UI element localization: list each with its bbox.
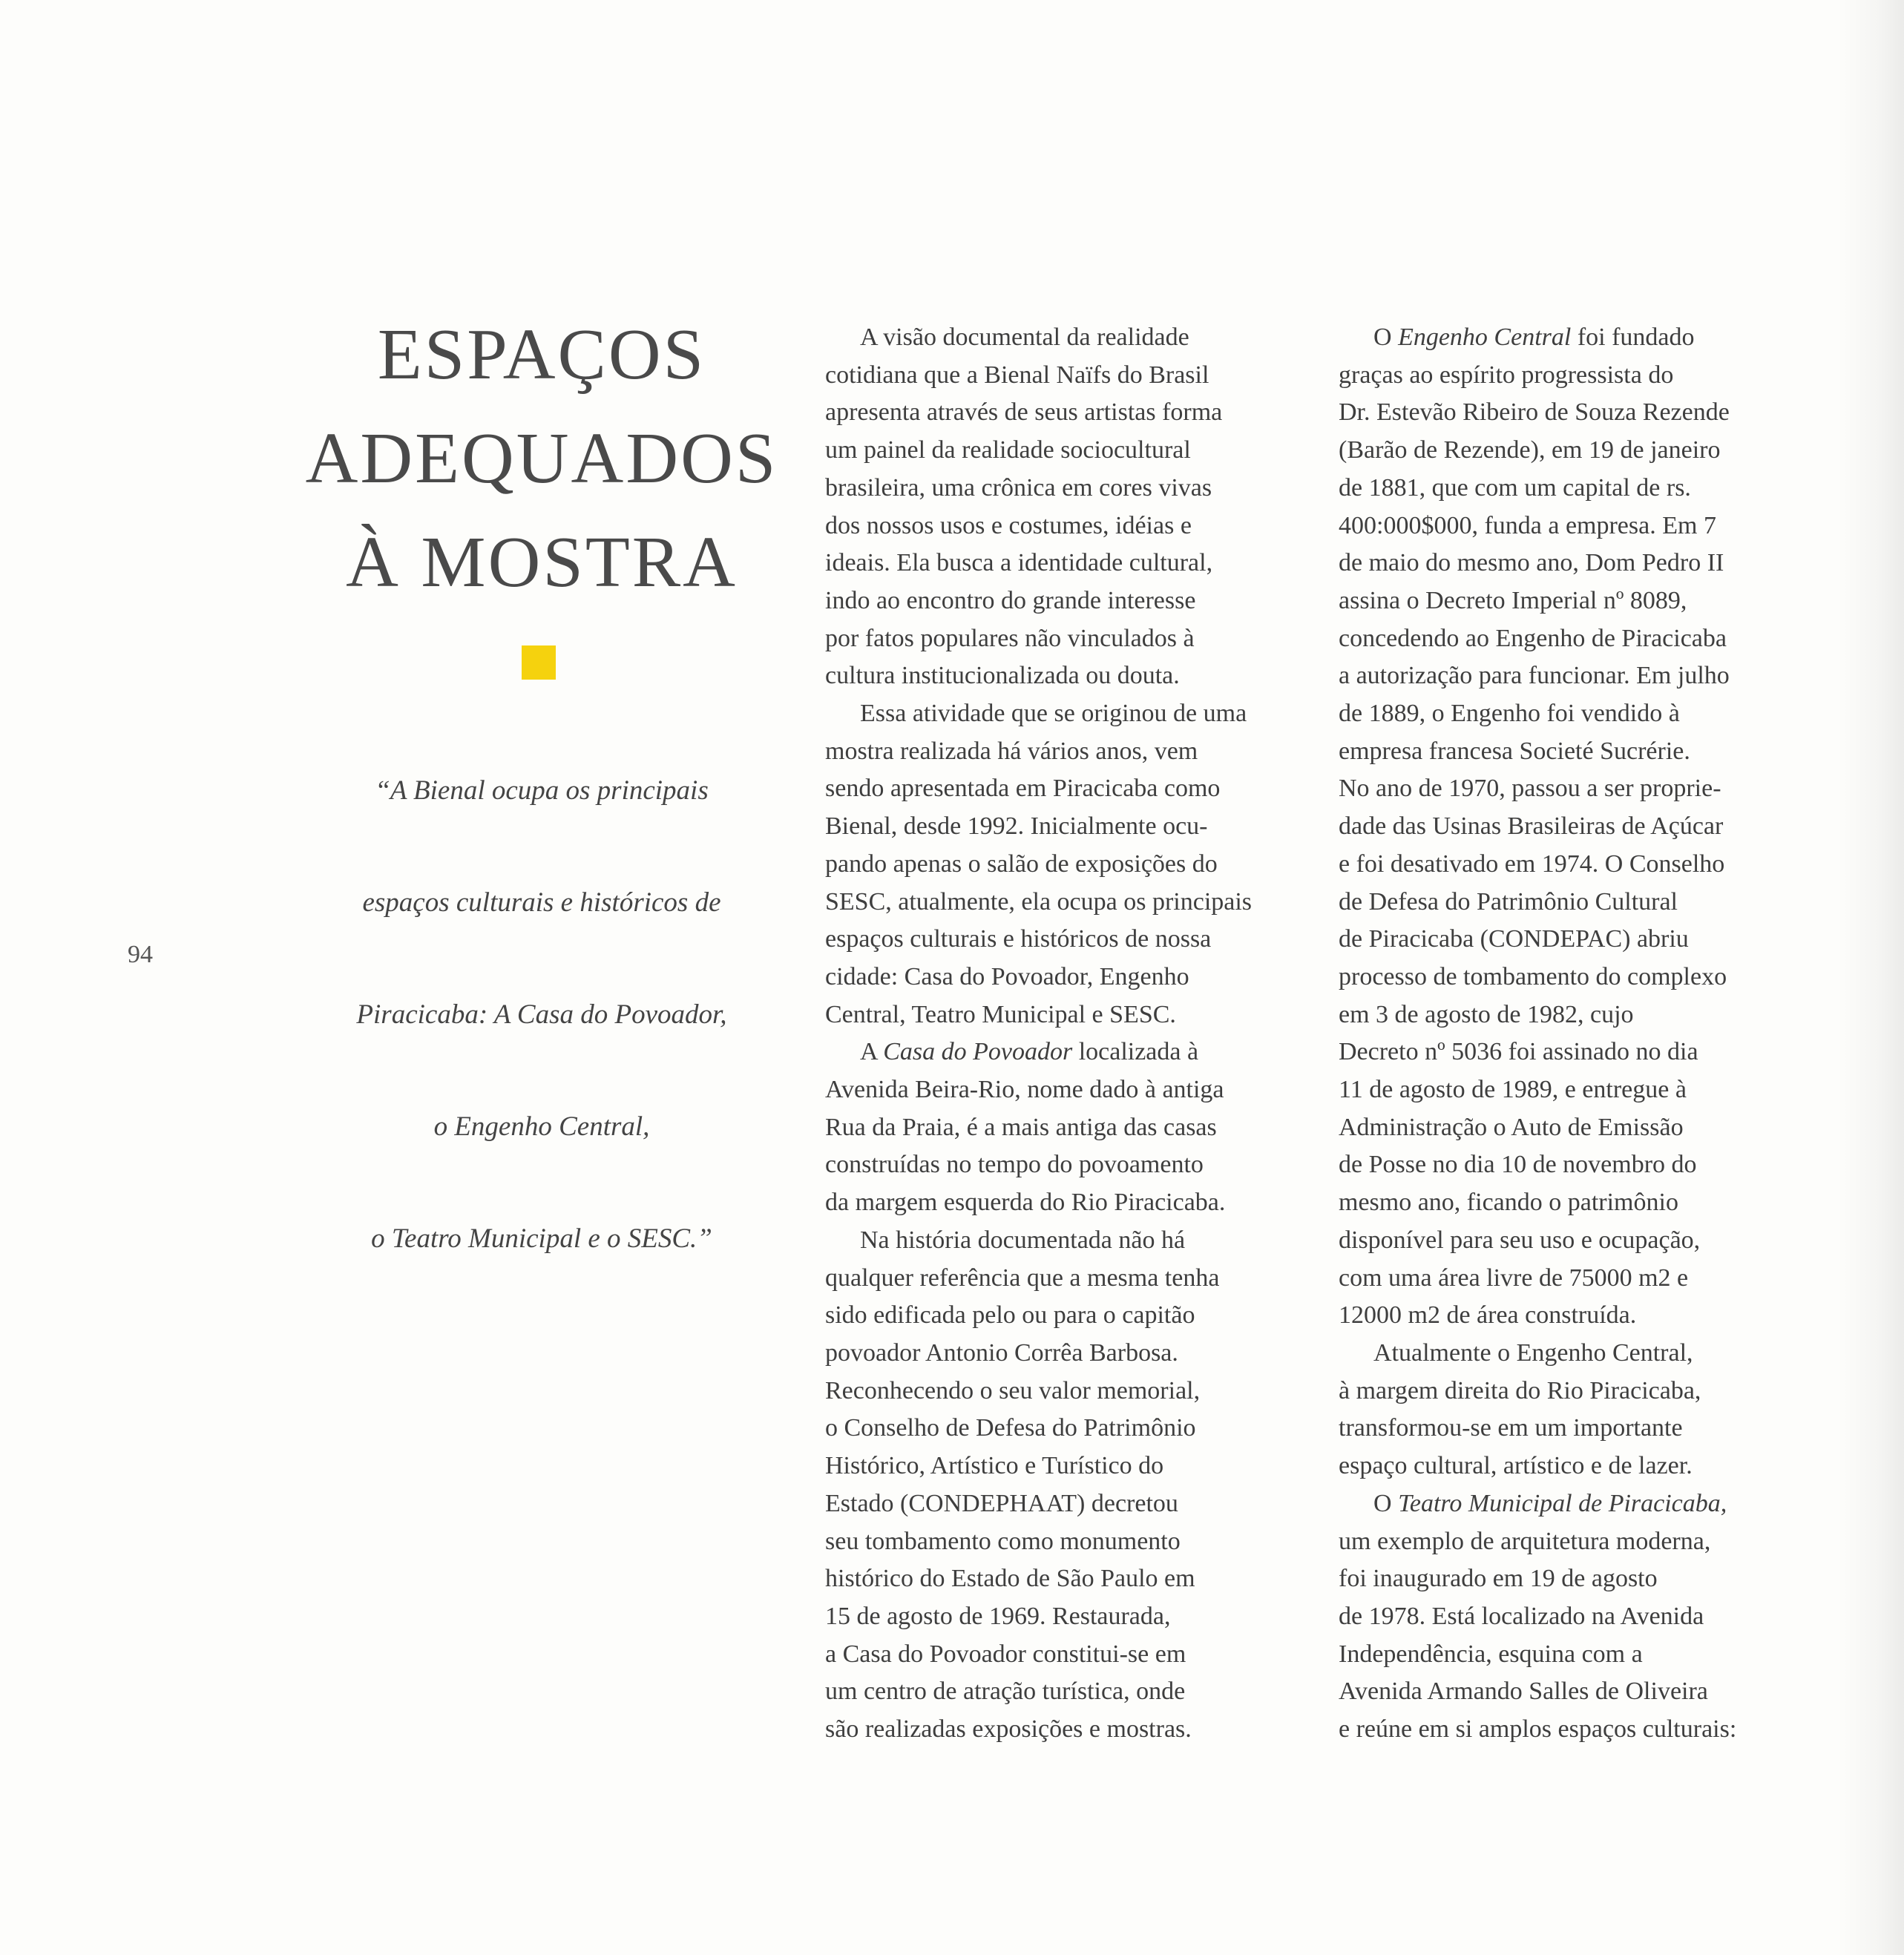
text-line: empresa francesa Societé Sucrérie. — [1339, 737, 1690, 765]
text-line: Histórico, Artístico e Turístico do — [825, 1452, 1164, 1480]
quote-line: o Engenho Central, — [433, 1111, 650, 1142]
text-line — [1339, 1485, 1813, 1523]
text-line: cidade: Casa do Povoador, Engenho — [825, 962, 1189, 990]
paragraph — [825, 1034, 1293, 1222]
text-line: de 1881, que com um capital de rs. — [1339, 473, 1691, 502]
text-line: um exemplo de arquitetura moderna, — [1339, 1527, 1711, 1555]
quote-line: o Teatro Municipal e o SESC.” — [371, 1223, 712, 1254]
text-line: Essa atividade que se originou de uma — [860, 700, 1247, 728]
italic-term: Engenho Central — [1398, 323, 1572, 351]
text-line: da margem esquerda do Rio Piracicaba. — [825, 1189, 1226, 1217]
text-line: de Defesa do Patrimônio Cultural — [1339, 887, 1678, 916]
text-line: 12000 m2 de área construída. — [1339, 1301, 1637, 1330]
paragraph — [1339, 1335, 1813, 1485]
paragraph — [825, 695, 1293, 1034]
text-line: (Barão de Rezende), em 19 de janeiro — [1339, 436, 1721, 464]
quote-line: espaços culturais e históricos de — [362, 887, 721, 918]
text-line: e foi desativado em 1974. O Conselho — [1339, 850, 1725, 878]
text-line: à margem direita do Rio Piracicaba, — [1339, 1376, 1701, 1404]
text-line: e reúne em si amplos espaços culturais: — [1339, 1715, 1737, 1744]
text-line: 400:000$000, funda a empresa. Em 7 — [1339, 511, 1716, 539]
text-line: seu tombamento como monumento — [825, 1527, 1181, 1555]
text-line: de Posse no dia 10 de novembro do — [1339, 1151, 1697, 1179]
text-line: cotidiana que a Bienal Naïfs do Brasil — [825, 361, 1209, 389]
text-line: assina o Decreto Imperial nº 8089, — [1339, 586, 1687, 614]
text-line: brasileira, uma crônica em cores vivas — [825, 473, 1212, 502]
text-line: de 1978. Está localizado na Avenida — [1339, 1602, 1704, 1630]
paragraph — [1339, 319, 1813, 1335]
page-title — [297, 303, 787, 614]
text-line — [1339, 319, 1813, 357]
text-line: Na história documentada não há — [860, 1226, 1186, 1254]
italic-term: Teatro Municipal de Piracicaba, — [1398, 1489, 1727, 1517]
text-line: mesmo ano, ficando o patrimônio — [1339, 1189, 1678, 1217]
text-line: foi inaugurado em 19 de agosto — [1339, 1565, 1658, 1593]
text-line: Avenida Armando Salles de Oliveira — [1339, 1678, 1708, 1706]
text-line: 11 de agosto de 1989, e entregue à — [1339, 1076, 1687, 1104]
text-line: Bienal, desde 1992. Inicialmente ocu- — [825, 812, 1208, 841]
text-line: espaços culturais e históricos de nossa — [825, 925, 1212, 953]
text-line: Estado (CONDEPHAAT) decretou — [825, 1489, 1178, 1517]
text-line: Administração o Auto de Emissão — [1339, 1113, 1684, 1141]
text-line: de maio do mesmo ano, Dom Pedro II — [1339, 549, 1724, 577]
text-line: SESC, atualmente, ela ocupa os principais — [825, 887, 1253, 916]
text-line: pando apenas o salão de exposições do — [825, 850, 1218, 878]
body-column-2 — [1339, 319, 1813, 1749]
text-run: O — [1373, 323, 1399, 351]
text-line: espaço cultural, artístico e de lazer. — [1339, 1452, 1693, 1480]
text-line: Central, Teatro Municipal e SESC. — [825, 1000, 1176, 1028]
text-line: Independência, esquina com a — [1339, 1640, 1643, 1668]
text-line: de 1889, o Engenho foi vendido à — [1339, 700, 1680, 728]
text-line: histórico do Estado de São Paulo em — [825, 1565, 1195, 1593]
text-line: 15 de agosto de 1969. Restaurada, — [825, 1602, 1171, 1630]
text-run: A — [860, 1038, 884, 1066]
body-column-1 — [825, 319, 1293, 1749]
text-line: Rua da Praia, é a mais antiga das casas — [825, 1113, 1217, 1141]
text-line: um painel da realidade sociocultural — [825, 436, 1191, 464]
title-line: ADEQUADOS — [305, 418, 778, 499]
text-line: concedendo ao Engenho de Piracicaba — [1339, 624, 1727, 652]
text-line: em 3 de agosto de 1982, cujo — [1339, 1000, 1634, 1028]
quote-line: “A Bienal ocupa os principais — [375, 775, 709, 806]
text-line: Dr. Estevão Ribeiro de Souza Rezende — [1339, 398, 1730, 427]
text-line: graças ao espírito progressista do — [1339, 361, 1674, 389]
text-line: cultura institucionalizada ou douta. — [825, 662, 1180, 690]
text-line: Reconhecendo o seu valor memorial, — [825, 1376, 1201, 1404]
text-line: povoador Antonio Corrêa Barbosa. — [825, 1338, 1178, 1367]
text-line: são realizadas exposições e mostras. — [825, 1715, 1192, 1744]
text-run: foi fundado — [1571, 323, 1695, 351]
text-line: Decreto nº 5036 foi assinado no dia — [1339, 1038, 1698, 1066]
title-line: À MOSTRA — [346, 522, 738, 602]
text-line: apresenta através de seus artistas forma — [825, 398, 1223, 427]
yellow-accent-square — [522, 645, 556, 680]
text-line: disponível para seu uso e ocupação, — [1339, 1226, 1701, 1254]
text-line: dade das Usinas Brasileiras de Açúcar — [1339, 812, 1724, 841]
text-line: a Casa do Povoador constitui-se em — [825, 1640, 1186, 1668]
page-edge-shadow — [1837, 0, 1904, 1955]
text-run: localizada à — [1072, 1038, 1199, 1066]
paragraph — [825, 319, 1293, 695]
page-number: 94 — [128, 941, 153, 968]
text-line: transformou-se em um importante — [1339, 1414, 1683, 1442]
text-line: No ano de 1970, passou a ser proprie- — [1339, 775, 1721, 803]
text-line: indo ao encontro do grande interesse — [825, 586, 1196, 614]
text-line: por fatos populares não vinculados à — [825, 624, 1195, 652]
text-run: O — [1373, 1489, 1399, 1517]
text-line — [825, 1034, 1293, 1071]
text-line: sendo apresentada em Piracicaba como — [825, 775, 1221, 803]
text-line: Avenida Beira-Rio, nome dado à antiga — [825, 1076, 1224, 1104]
text-line: Atualmente o Engenho Central, — [1373, 1338, 1693, 1367]
paragraph — [1339, 1485, 1813, 1749]
text-line: sido edificada pelo ou para o capitão — [825, 1301, 1195, 1330]
text-line: dos nossos usos e costumes, idéias e — [825, 511, 1192, 539]
text-line: mostra realizada há vários anos, vem — [825, 737, 1198, 765]
italic-term: Casa do Povoador — [883, 1038, 1073, 1066]
text-line: de Piracicaba (CONDEPAC) abriu — [1339, 925, 1689, 953]
text-line: construídas no tempo do povoamento — [825, 1151, 1204, 1179]
text-line: processo de tombamento do complexo — [1339, 962, 1727, 990]
text-line: A visão documental da realidade — [860, 323, 1189, 351]
pull-quote — [297, 767, 787, 1327]
text-line: ideais. Ela busca a identidade cultural, — [825, 549, 1213, 577]
text-line: qualquer referência que a mesma tenha — [825, 1264, 1220, 1292]
paragraph — [825, 1222, 1293, 1749]
title-line: ESPAÇOS — [377, 315, 706, 395]
text-line: o Conselho de Defesa do Patrimônio — [825, 1414, 1196, 1442]
quote-line: Piracicaba: A Casa do Povoador, — [356, 999, 727, 1030]
text-line: um centro de atração turística, onde — [825, 1678, 1186, 1706]
text-line: com uma área livre de 75000 m2 e — [1339, 1264, 1689, 1292]
text-line: a autorização para funcionar. Em julho — [1339, 662, 1730, 690]
